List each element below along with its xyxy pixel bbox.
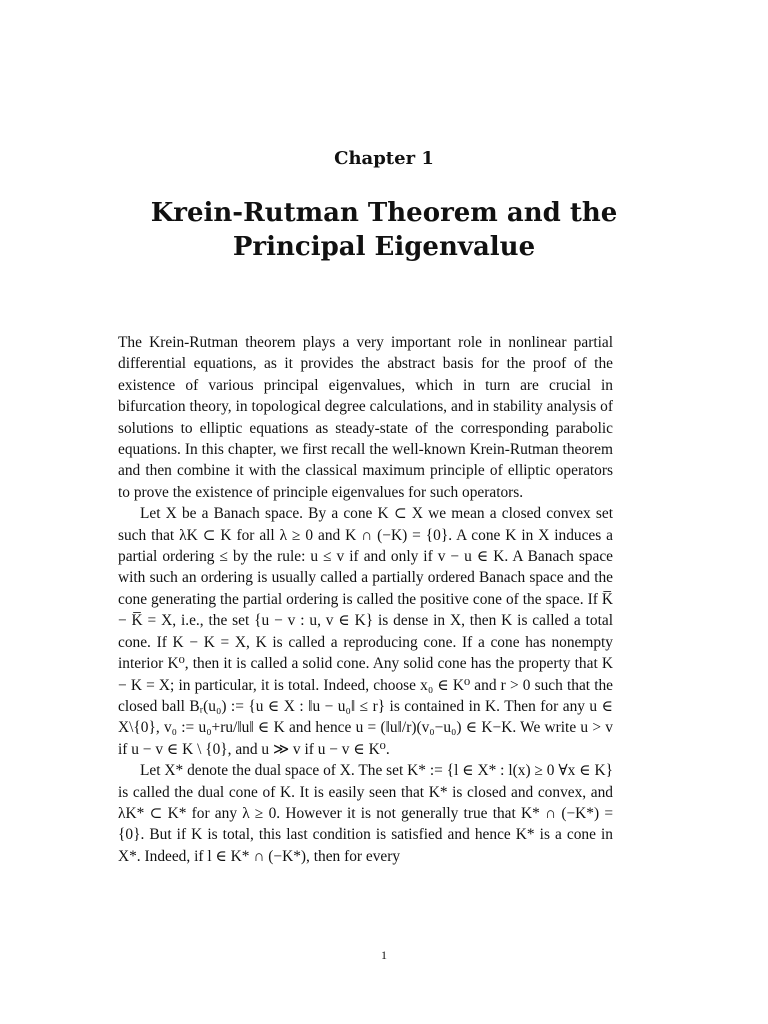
chapter-label: Chapter 1 <box>334 148 434 169</box>
body-text <box>118 332 613 867</box>
page-number: 1 <box>381 948 387 962</box>
chapter-title-line-2: Principal Eigenvalue <box>232 232 536 262</box>
chapter-title <box>0 196 768 264</box>
paragraph-intro: The Krein-Rutman theorem plays a very important role in nonlinear partial differential equations, as it provides the abstract basis for the proof of the existence of various principal eigenvalues, which in turn are crucial in bifurcation theory, in topological degree calculations, and in stability analysis of solutions to elliptic equations as steady-state of the corresponding parabolic equations. In this chapter, we first recall the well-known Krein-Rutman theorem and then combine it with the classical maximum principle of elliptic operators to prove the existence of principle eigenvalues for such operators. <box>118 334 613 501</box>
paragraph-cone-definitions: Let X be a Banach space. By a cone K ⊂ X we mean a closed convex set such that λK ⊂ K for all λ ≥ 0 and K ∩ (−K) = {0}. A cone K in X induces a partial ordering ≤ by the rule: u ≤ v if and only if v − u ∈ K. A Banach space with such an ordering is usually called a partially ordered Banach space and the cone generating the partial ordering is called the positive cone of the space. If K̅ − K̅ = X, i.e., the set {u − v : u, v ∈ K} is dense in X, then K is called a total cone. If K − K = X, K is called a reproducing cone. If a cone has nonempty interior K⁰, then it is called a solid cone. Any solid cone has the property that K − K = X; in particular, it is total. Indeed, choose x₀ ∈ K⁰ and r > 0 such that the closed ball Bᵣ(u₀) := {u ∈ X : ‖u − u₀‖ ≤ r} is contained in K. Then for any u ∈ X\{0}, v₀ := u₀+ru/‖u‖ ∈ K and hence u = (‖u‖/r)(v₀−u₀) ∈ K−K. We write u > v if u − v ∈ K \ {0}, and u ≫ v if u − v ∈ K⁰. <box>118 505 613 758</box>
paragraph-dual-cone: Let X* denote the dual space of X. The set K* := {l ∈ X* : l(x) ≥ 0 ∀x ∈ K} is called the dual cone of K. It is easily seen that K* is closed and convex, and λK* ⊂ K* for any λ ≥ 0. However it is not generally true that K* ∩ (−K*) = {0}. But if K is total, this last condition is satisfied and hence K* is a cone in X*. Indeed, if l ∈ K* ∩ (−K*), then for every <box>118 762 613 865</box>
chapter-title-line-1: Krein-Rutman Theorem and the <box>150 198 618 228</box>
